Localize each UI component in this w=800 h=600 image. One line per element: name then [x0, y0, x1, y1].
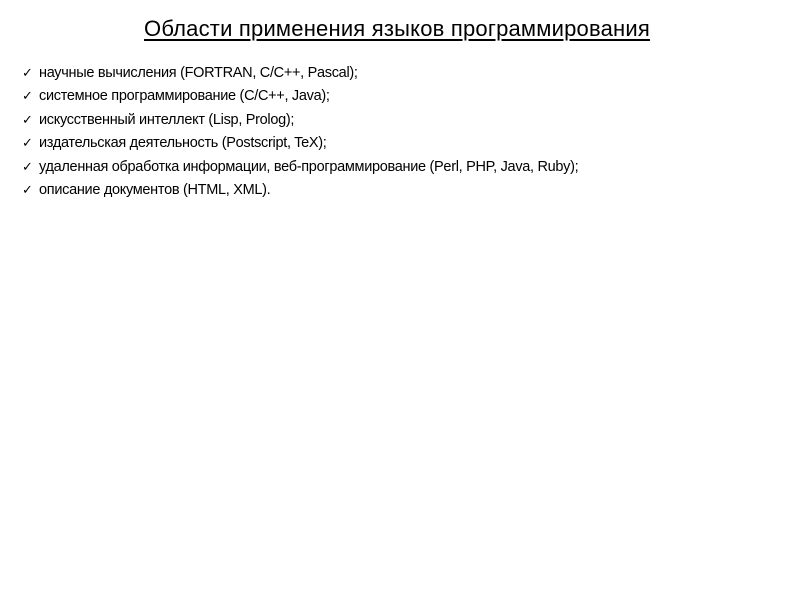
list-item — [22, 135, 578, 158]
check-icon: ✓ — [22, 66, 33, 81]
check-icon: ✓ — [22, 112, 33, 128]
bullet-list — [22, 65, 578, 205]
list-item — [22, 65, 578, 88]
slide-title: Области применения языков программирования — [144, 16, 650, 41]
list-item-text: научные вычисления (FORTRAN, C/C++, Pascal); — [39, 65, 358, 81]
list-item — [22, 182, 578, 205]
list-item-text: удаленная обработка информации, веб-программирование (Perl, PHP, Java, Ruby); — [39, 158, 579, 175]
list-item-text: системное программирование (C/C++, Java); — [39, 88, 330, 105]
list-item — [22, 112, 578, 135]
check-icon: ✓ — [22, 89, 33, 105]
list-item-text: описание документов (HTML, XML). — [39, 181, 271, 198]
check-icon: ✓ — [22, 136, 33, 152]
list-item — [22, 88, 578, 111]
check-icon: ✓ — [22, 159, 33, 175]
list-item — [22, 159, 578, 182]
list-item-text: искусственный интеллект (Lisp, Prolog); — [39, 111, 295, 128]
check-icon: ✓ — [22, 182, 33, 198]
list-item-text: издательская деятельность (Postscript, TeX); — [39, 135, 327, 152]
